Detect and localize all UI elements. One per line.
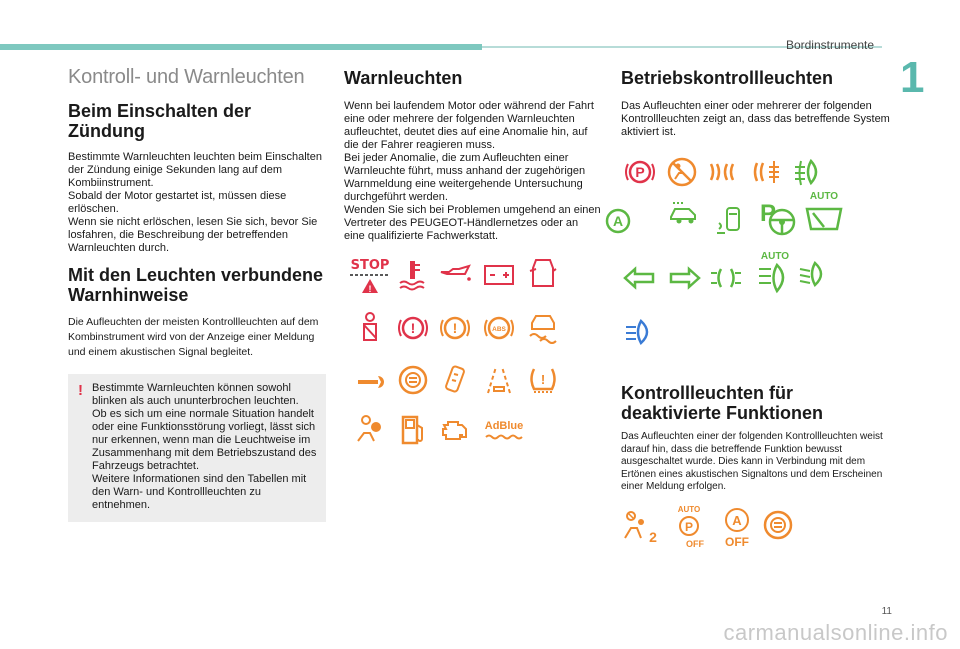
status-icon-grid: [612, 149, 891, 369]
auto-wipers-icon: [801, 189, 847, 237]
note-line-1: Bestimmte Warnleuchten können sowohl blinken als auch ununterbrochen leuchten.: [92, 382, 299, 407]
stop-start-off-a-label: A: [732, 512, 742, 528]
key-remote-icon: [438, 363, 472, 397]
brake-assist-off-icon: [761, 508, 795, 542]
heading-status-lamps: Betriebskontrollleuchten: [621, 68, 834, 88]
note-line-3: Weitere Informationen sind den Tabellen mit den Warn- und Kontrollleuchten zu entnehmen.: [92, 473, 307, 511]
para-warn-1: Wenn bei laufendem Motor oder während der Fahrt eine oder mehrere der folgenden Warnleuchten aufleuchtet, deutet dies auf eine Anomalie hin, auf die der Fahrer reagieren muss.: [344, 100, 594, 151]
para-warn-3: Wenden Sie sich bei Problemen umgehend an einen Vertreter des PEUGEOT-Händlernetzes oder an eine qualifizierte Fachwerkstatt.: [344, 204, 601, 242]
door-open-icon: [526, 257, 560, 291]
auto-headlamps-icon: [755, 249, 795, 297]
stop-warning-icon: [348, 257, 392, 297]
oil-pressure-icon: [438, 257, 472, 291]
svg-text:!: !: [452, 320, 458, 336]
airbag-deactivated-icon: [621, 508, 661, 548]
brake-pad-wear-icon: [396, 363, 430, 397]
heading-deactivated-functions: Kontrollleuchten für deaktivierte Funktionen: [621, 383, 824, 423]
abs-icon: [482, 311, 516, 345]
para-status-lamps: Das Aufleuchten einer oder mehrerer der folgenden Kontrollleuchten zeigt an, dass das betreffende System aktiviert ist.: [621, 100, 890, 138]
brake-fault-icon: [438, 311, 472, 345]
auto-wipers-label: AUTO: [809, 191, 839, 202]
main-beam-icon: [623, 315, 657, 349]
para-ignition-line1: Bestimmte Warnleuchten leuchten beim Einschalten der Zündung einige Sekunden lang auf dem Kombiinstrument.: [68, 151, 322, 189]
header-accent-bar: [0, 44, 482, 50]
stability-control-icon: [526, 311, 560, 345]
passenger-airbag-off-icon: [665, 155, 699, 189]
tyre-pressure-icon: [526, 363, 560, 397]
auto-parking-off-label: OFF: [686, 538, 704, 549]
airbag-deact-2-label: 2: [649, 528, 657, 545]
airbag-icon: [354, 413, 388, 447]
para-ignition-line2: Sobald der Motor gestartet ist, müssen diese erlöschen.: [68, 190, 287, 215]
fuel-level-icon: [396, 413, 430, 447]
warning-exclamation-icon: !: [78, 382, 83, 399]
chapter-number: 1: [900, 53, 925, 102]
watermark: carmanualsonline.info: [723, 620, 948, 645]
auto-headlamps-label: AUTO: [760, 251, 790, 262]
stop-start-a-label: A: [612, 213, 624, 229]
turn-right-indicator-icon: [667, 261, 701, 295]
battery-icon: [482, 257, 516, 291]
heading-ignition: Beim Einschalten der Zündung: [68, 101, 252, 141]
auto-parking-auto-label: AUTO: [677, 504, 701, 514]
note-line-2: Ob es sich um eine normale Situation handelt oder eine Funktionsstörung vorliegt, lässt sich nur erkennen, wenn man die Leuchtweise im Zusammenhang mit dem Betriebszustand des Fahrzeugs betrachtet.: [92, 408, 317, 472]
steering-wheel-icon: [765, 205, 799, 239]
column-status-lamps: [612, 64, 891, 554]
page-number: 11: [881, 606, 892, 617]
para-deactivated-functions: Das Aufleuchten einer der folgenden Kontrollleuchten weist darauf hin, dass die betreffende Funktion bewusst ausgeschaltet wurde. Dies kann in Verbindung mit dem Ertönen eines akustischen Signaltons und dem Erscheinen einer Meldung erfolgen.: [621, 431, 883, 492]
column-warning-lamps: [344, 64, 602, 453]
section-title: Kontroll- und Warnleuchten: [68, 66, 305, 88]
lane-warning-icon: [482, 363, 516, 397]
auto-parking-p-label: P: [684, 519, 694, 534]
seatbelt-icon: [354, 311, 388, 345]
svg-text:!: !: [368, 284, 372, 294]
stop-start-off-icon: [717, 504, 757, 550]
headlamp-auto-icon: [715, 205, 749, 239]
cruise-control-icon: [667, 195, 701, 229]
brake-warning-icon: [396, 311, 430, 345]
svg-text:!: !: [540, 372, 546, 387]
parking-p-label: P: [635, 164, 645, 180]
abs-label: ABS: [492, 326, 506, 333]
electric-parking-brake-icon: [623, 155, 657, 189]
note-box: [68, 374, 326, 522]
chapter-title: Bordinstrumente: [785, 38, 874, 52]
stop-start-a-icon: [601, 203, 635, 237]
turn-left-indicator-icon: [623, 261, 657, 295]
heading-warning-lamps: Warnleuchten: [344, 68, 463, 88]
para-ignition-line3: Wenn sie nicht erlöschen, lesen Sie sich, bevor Sie losfahren, die Beschreibung der betreffenden Warnleuchten durch.: [68, 216, 318, 254]
coolant-temperature-icon: [396, 257, 430, 291]
adblue-label: AdBlue: [484, 420, 524, 432]
front-fog-light-icon: [791, 155, 825, 189]
svg-text:!: !: [410, 320, 416, 336]
column-intro: [68, 64, 326, 522]
auto-parking-off-icon: [669, 504, 709, 550]
para-ignition: [68, 151, 326, 255]
warning-icon-grid: [344, 253, 602, 453]
rear-fog-light-icon: [751, 155, 785, 189]
para-warning-lamps: [344, 100, 602, 243]
stop-label: STOP: [350, 258, 390, 273]
rear-fog-lamp-icon: [707, 155, 741, 189]
heading-linked-warnings: Mit den Leuchten verbundene Warnhinweise: [68, 265, 324, 305]
engine-check-icon: [438, 413, 472, 447]
para-linked-warnings: Die Aufleuchten der meisten Kontrollleuchten auf dem Kombinstrument wird von der Anzeige einer Meldung und einem akustischen Signal begleitet.: [68, 316, 319, 358]
para-warn-2: Bei jeder Anomalie, die zum Aufleuchten einer Warnleuchte führt, muss anhand der zugehörigen Warnmeldung eine weitergehende Untersuchung durchgeführt werden.: [344, 152, 586, 203]
stop-start-off-label: OFF: [725, 534, 749, 549]
maintenance-wrench-icon: [354, 363, 388, 397]
sidelights-icon: [709, 261, 743, 295]
dipped-beam-icon: [797, 257, 831, 291]
adblue-icon: [478, 413, 530, 447]
deactivated-icon-grid: [621, 504, 891, 554]
parking-sensor-p-label: P: [759, 200, 777, 227]
